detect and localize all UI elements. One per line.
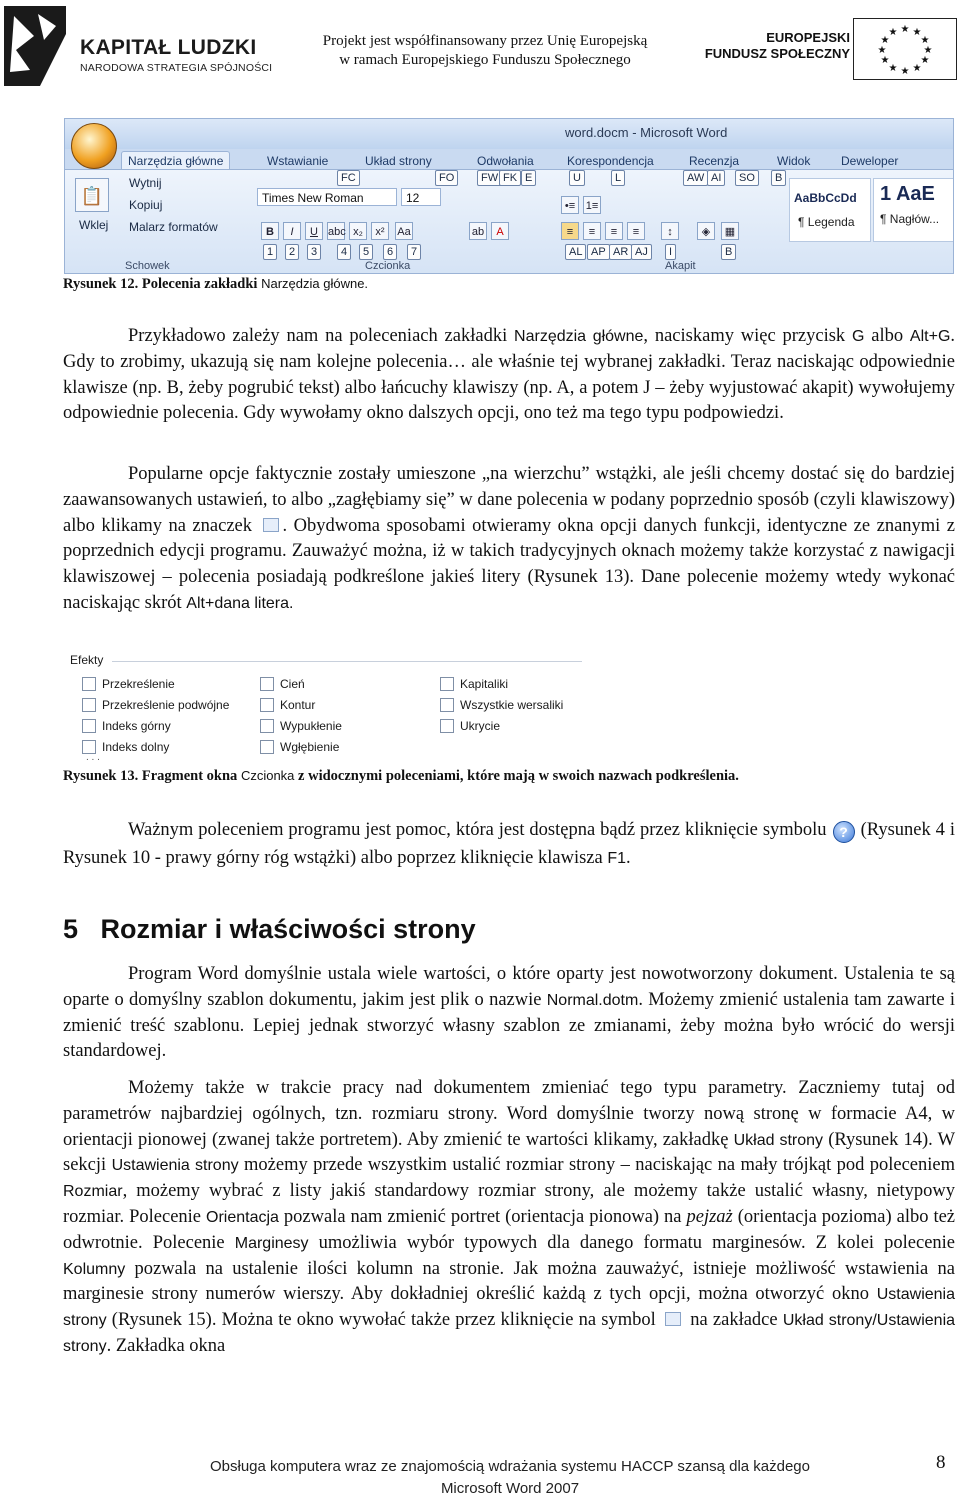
kapital-ludzki-logo-icon — [4, 6, 66, 86]
footer-line-1: Obsługa komputera wraz ze znajomością wdrażania systemu HACCP szansą dla każdego — [209, 1458, 810, 1475]
svg-text:★: ★ — [920, 35, 930, 46]
tab-page-layout[interactable]: Układ strony — [365, 154, 432, 168]
checkbox-label: Ukrycie — [460, 719, 501, 733]
checkbox-icon[interactable] — [82, 677, 96, 691]
p4-text-2: . Możemy zmienić ustalenia tam zawarte i zmienić treść szablonu. Lepiej jednak stworzyć własny szablon ze zmianami, żeby można było wrócić do wersji standardowej. — [63, 989, 955, 1062]
paste-icon[interactable]: 📋 — [75, 178, 109, 212]
align-left-icon[interactable]: ≡ — [561, 222, 579, 240]
paragraph-3 — [63, 816, 955, 873]
figure-12-caption — [63, 276, 368, 293]
ribbon-tabs — [65, 149, 953, 171]
figure-13-rest: z widocznymi poleceniami, które mają w swoich nazwach podkreślenia. — [298, 768, 739, 784]
key-tip-top-0[interactable]: FC — [337, 170, 360, 186]
superscript-icon[interactable]: x² — [371, 222, 389, 240]
p1-text-1: Przykładowo zależy nam na poleceniach zakładki — [128, 326, 508, 346]
svg-text:★: ★ — [923, 45, 933, 56]
paragraph-2 — [63, 462, 955, 617]
checkbox-icon[interactable] — [260, 677, 274, 691]
hidden-checkbox[interactable] — [440, 719, 500, 733]
section-heading — [63, 914, 476, 945]
p5-text-3: możemy przede wszystkim ustalić rozmiar strony – naciskając na mały trójkąt pod poleceniem — [244, 1155, 956, 1176]
p1-text-2: , naciskamy więc przycisk — [643, 326, 846, 346]
word-ribbon-screenshot — [64, 118, 954, 274]
copy-button[interactable]: Kopiuj — [129, 198, 163, 212]
p2-text-1: Popularne opcje faktycznie zostały umieszone „na wierzchu” wstążki, ale jeśli chcemy dostać się do bardziej zaawansowanych ustawień, to albo „zagłębiamy się” w dane polecenia w podany poprzednio sposób (czyli klawiszowy) albo klikamy na znaczek — [63, 464, 955, 536]
key-tip-bottom-11[interactable]: I — [665, 244, 676, 260]
checkbox-label: Wypukłenie — [280, 719, 342, 733]
page-footer — [200, 1456, 820, 1500]
p1-text-4: . Gdy to zrobimy, ukazują się nam kolejne polecenia… ale właśnie tej wybranej zakładki. Teraz naciskając odpowiednie klawisze (np. B, żeby pogrubić tekst) albo łańcuchy klawiszy (np. A, a potem J – żeby wyjustować akapit) wywołujemy odpowiednie polecenia. Gdy wywołamy okno dalszych opcji, ono też ma tego typu podpowiedzi. — [63, 326, 956, 424]
p5-key-6: Kolumny — [63, 1260, 126, 1278]
svg-text:★: ★ — [888, 63, 898, 74]
tab-review[interactable]: Recenzja — [689, 154, 740, 168]
key-tip-bottom-12[interactable]: B — [721, 244, 736, 260]
p5-key-8: Układ strony/Ustawienia strony — [63, 1312, 956, 1355]
help-icon[interactable]: ? — [833, 821, 855, 843]
style-caption-name: ¶ Legenda — [798, 215, 855, 229]
p3-text-1: Ważnym poleceniem programu jest pomoc, która jest dostępna bądź przez kliknięcie symbolu — [128, 820, 827, 840]
p1-key-2: G — [851, 328, 865, 345]
checkbox-label: Cień — [280, 677, 305, 691]
key-tip-top-7[interactable]: AW — [683, 170, 708, 186]
footer-line-2: Microsoft Word 2007 — [440, 1480, 580, 1497]
checkbox-label: Wgłębienie — [280, 740, 340, 754]
svg-text:★: ★ — [877, 45, 887, 56]
efs-line-2: FUNDUSZ SPOŁECZNY — [704, 46, 850, 61]
effects-title: Efekty — [70, 653, 104, 667]
group-paragraph-label: Akapit — [665, 260, 696, 272]
p3-key-1: F1 — [607, 850, 627, 867]
section-title: Rozmiar i właściwości strony — [100, 914, 476, 944]
checkbox-label: Wszystkie wersaliki — [460, 698, 564, 712]
paragraph-4 — [63, 962, 955, 1065]
ribbon-titlebar — [65, 119, 953, 149]
strikethrough-checkbox[interactable] — [82, 677, 175, 691]
figure-13-label: Rysunek 13. Fragment okna — [63, 768, 238, 784]
checkbox-icon[interactable] — [260, 740, 274, 754]
subscript-icon[interactable]: x₂ — [349, 222, 367, 240]
key-tip-bottom-0[interactable]: 1 — [263, 244, 277, 260]
p4-key-1: Normal.dotm — [546, 991, 639, 1009]
svg-text:★: ★ — [888, 27, 898, 38]
key-tip-top-4[interactable]: E — [521, 170, 536, 186]
p5-text-9: (Rysunek 15). Można te okno wywołać także przez kliknięcie na symbol — [111, 1310, 656, 1331]
font-size-combo[interactable]: 12 — [401, 188, 441, 206]
font-name-combo[interactable]: Times New Roman — [257, 188, 397, 206]
svg-text:★: ★ — [880, 35, 890, 46]
align-right-icon[interactable]: ≡ — [605, 222, 623, 240]
checkbox-label: Kontur — [280, 698, 316, 712]
p5-text-7: umożliwia wybór typowych dla danego formatu marginesów. Z kolei polecenie — [318, 1232, 956, 1253]
eu-flag-icon — [853, 18, 957, 80]
p3-text-2: (Rysunek 4 i Rysunek 10 - prawy górny róg wstążki) albo poprzez kliknięcie klawisza — [63, 820, 955, 868]
p5-key-3: Rozmiar — [63, 1183, 123, 1201]
align-center-icon[interactable]: ≡ — [583, 222, 601, 240]
effects-divider — [112, 661, 582, 662]
font-effects-screenshot — [64, 650, 584, 763]
engrave-checkbox[interactable] — [260, 740, 339, 754]
p5-text-6: (orientacja pozioma) albo też odwrotnie. Polecenie — [63, 1206, 956, 1253]
key-tip-top-8[interactable]: AI — [707, 170, 725, 186]
p1-key-3: Alt+G — [909, 328, 951, 345]
strikethrough-icon[interactable]: abc — [327, 222, 345, 240]
key-tip-bottom-1[interactable]: 2 — [285, 244, 299, 260]
key-tip-top-3[interactable]: FK — [499, 170, 521, 186]
p1-text-3: albo — [871, 326, 904, 346]
kapital-ludzki-wordmark — [80, 36, 272, 74]
project-line-1: Projekt jest współfinansowany przez Unię Europejską — [322, 33, 648, 49]
p1-key-1: Narzędzia główne — [514, 328, 644, 345]
group-clipboard-label: Schowek — [125, 260, 170, 272]
change-case-icon[interactable]: Aa — [395, 222, 413, 240]
ribbon-body — [65, 169, 953, 274]
p5-text-10: na zakładce — [690, 1310, 778, 1331]
key-tip-bottom-7[interactable]: AL — [565, 244, 586, 260]
checkbox-label: Kapitaliki — [460, 677, 509, 691]
effects-ellipsis: . . . — [86, 752, 100, 763]
underline-icon[interactable]: U — [305, 222, 323, 240]
paste-label[interactable]: Wklej — [79, 218, 109, 232]
outline-checkbox[interactable] — [260, 698, 315, 712]
bullets-icon[interactable]: •≡ — [561, 196, 579, 214]
checkbox-label: Indeks dolny — [102, 740, 170, 754]
project-line-2: w ramach Europejskiego Funduszu Społecznego — [339, 52, 631, 68]
p4-text-1: Program Word domyślnie ustala wiele wartości, o które oparty jest nowotworzony dokument. Ustalenia te są oparte o domyślny szablon dokumentu, jakim jest plik o nazwie — [63, 964, 955, 1010]
p5-key-5: Marginesy — [234, 1234, 309, 1252]
checkbox-icon[interactable] — [440, 719, 454, 733]
emboss-checkbox[interactable] — [260, 719, 342, 733]
key-tip-top-9[interactable]: SO — [735, 170, 759, 186]
svg-text:★: ★ — [900, 66, 910, 77]
figure-12-name: Narzędzia główne. — [261, 276, 369, 291]
svg-text:★: ★ — [912, 63, 922, 74]
paragraph-1 — [63, 324, 955, 427]
shading-icon[interactable]: ◈ — [697, 222, 715, 240]
figure-12-label: Rysunek 12. Polecenia zakładki — [63, 276, 258, 292]
checkbox-icon[interactable] — [260, 698, 274, 712]
checkbox-icon[interactable] — [440, 677, 454, 691]
highlight-icon[interactable]: ab — [469, 222, 487, 240]
window-title: word.docm - Microsoft Word — [565, 125, 728, 140]
tab-insert[interactable]: Wstawianie — [267, 154, 329, 168]
style-caption-preview: AaBbCcDd — [794, 191, 857, 205]
efs-wordmark — [690, 30, 850, 62]
p5-key-7: Ustawienia strony — [63, 1286, 956, 1330]
group-font-label: Czcionka — [365, 260, 411, 272]
key-tip-bottom-10[interactable]: AJ — [631, 244, 652, 260]
p5-key-2: Ustawienia strony — [111, 1157, 239, 1175]
style-heading-preview: 1 AaE — [880, 183, 935, 205]
key-tip-top-10[interactable]: B — [771, 170, 786, 186]
tab-home[interactable]: Narzędzia główne — [121, 151, 230, 172]
style-caption[interactable] — [789, 178, 871, 242]
key-tip-bottom-9[interactable]: AR — [609, 244, 632, 260]
superscript-checkbox[interactable] — [82, 719, 171, 733]
p5-emphasis-1: pejzaż — [686, 1206, 733, 1227]
style-heading-name: ¶ Nagłów... — [880, 212, 940, 226]
justify-icon[interactable]: ≡ — [627, 222, 645, 240]
format-painter-button[interactable]: Malarz formatów — [129, 220, 218, 234]
paragraph-5 — [63, 1076, 955, 1360]
numbering-icon[interactable]: 1≡ — [583, 196, 601, 214]
shadow-checkbox[interactable] — [260, 677, 305, 691]
p5-text-1: Możemy także w trakcie pracy nad dokumentem zmieniać tego typu parametry. Zaczniemy tutaj od parametrów najbardziej ogólnych, tzn. rozmiaru strony. Word domyślnie tworzy nową stronę w formacie A4, w orientacji pionowej (zwanej także portretem). Aby zmienić te wartości klikamy, zakładkę — [63, 1078, 955, 1150]
key-tip-bottom-8[interactable]: AP — [587, 244, 610, 260]
checkbox-label: Przekreślenie podwójne — [102, 698, 230, 712]
borders-icon[interactable]: ▦ — [721, 222, 739, 240]
tab-references[interactable]: Odwołania — [477, 154, 534, 168]
efs-line-1: EUROPEJSKI — [766, 30, 850, 45]
key-tip-top-5[interactable]: U — [569, 170, 585, 186]
key-tip-top-6[interactable]: L — [611, 170, 625, 186]
logo-title: KAPITAŁ LUDZKI — [80, 36, 257, 59]
svg-text:★: ★ — [900, 24, 910, 35]
key-tip-bottom-4[interactable]: 5 — [359, 244, 373, 260]
tab-developer[interactable]: Deweloper — [841, 154, 899, 168]
key-tip-top-1[interactable]: FO — [435, 170, 458, 186]
style-heading[interactable] — [873, 178, 954, 242]
bold-icon[interactable]: B — [261, 222, 279, 240]
p5-text-5: pozwala nam zmienić portret (orientacja pionowa) na — [283, 1206, 682, 1227]
project-note — [290, 32, 680, 70]
checkbox-label: Przekreślenie — [102, 677, 175, 691]
line-spacing-icon[interactable]: ↕ — [661, 222, 679, 240]
svg-text:★: ★ — [912, 27, 922, 38]
p5-text-11: . Zakładka okna — [106, 1335, 226, 1356]
checkbox-icon[interactable] — [82, 719, 96, 733]
all-caps-checkbox[interactable] — [440, 698, 563, 712]
logo-subtitle: NARODOWA STRATEGIA SPÓJNOŚCI — [80, 62, 273, 74]
p5-text-2: (Rysunek 14). W sekcji — [63, 1129, 956, 1176]
key-tip-bottom-2[interactable]: 3 — [307, 244, 321, 260]
dialog-launcher-icon[interactable] — [263, 518, 279, 532]
key-tip-bottom-5[interactable]: 6 — [383, 244, 397, 260]
key-tip-top-2[interactable]: FW — [477, 170, 502, 186]
checkbox-icon[interactable] — [82, 698, 96, 712]
checkbox-icon[interactable] — [260, 719, 274, 733]
p5-key-4: Orientacja — [206, 1208, 279, 1226]
p3-text-3: . — [626, 848, 631, 868]
p2-text-2: . Obydwoma sposobami otwieramy okna opcji danych funkcji, identyczne ze znanymi z poprzednich edycji programu. Zauważyć można, iż w takich tradycyjnych oknach możemy także korzystać z nawigacji klawiszowej – polecenia posiadają podkreślone jakieś litery (Rysunek 13). Dane polecenie możemy wtedy wykonać naciskając skrót — [63, 515, 956, 613]
tab-view[interactable]: Widok — [777, 154, 811, 168]
key-tip-bottom-3[interactable]: 4 — [337, 244, 351, 260]
svg-text:★: ★ — [880, 55, 890, 66]
font-color-icon[interactable]: A — [491, 222, 509, 240]
double-strikethrough-checkbox[interactable] — [82, 698, 229, 712]
figure-13-caption — [63, 768, 739, 785]
tab-mailings[interactable]: Korespondencja — [567, 154, 654, 168]
checkbox-icon[interactable] — [440, 698, 454, 712]
svg-text:★: ★ — [920, 55, 930, 66]
checkbox-label: Indeks górny — [102, 719, 171, 733]
p5-key-1: Układ strony — [733, 1131, 824, 1149]
figure-13-name: Czcionka — [240, 768, 295, 783]
small-caps-checkbox[interactable] — [440, 677, 508, 691]
italic-icon[interactable]: I — [283, 222, 301, 240]
key-tip-bottom-6[interactable]: 7 — [407, 244, 421, 260]
page-number: 8 — [936, 1452, 946, 1473]
p2-key-1: Alt+dana litera. — [186, 594, 294, 612]
cut-button[interactable]: Wytnij — [129, 176, 162, 190]
p5-text-4: , możemy wybrać z listy jakiś standardowy rozmiar strony, ale możemy także ustalić własny, nietypowy rozmiar. Polecenie — [63, 1181, 955, 1227]
section-number: 5 — [63, 914, 79, 944]
p5-text-8: pozwala na ustalenie ilości kolumn na stronie. Jak można zauważyć, istnieje możliwość wstawienia na marginesie strony numerów wierszy. Aby dokładniej określić każdą z tych opcji, można otworzyć okno — [63, 1258, 955, 1305]
dialog-launcher-icon[interactable] — [665, 1312, 681, 1326]
